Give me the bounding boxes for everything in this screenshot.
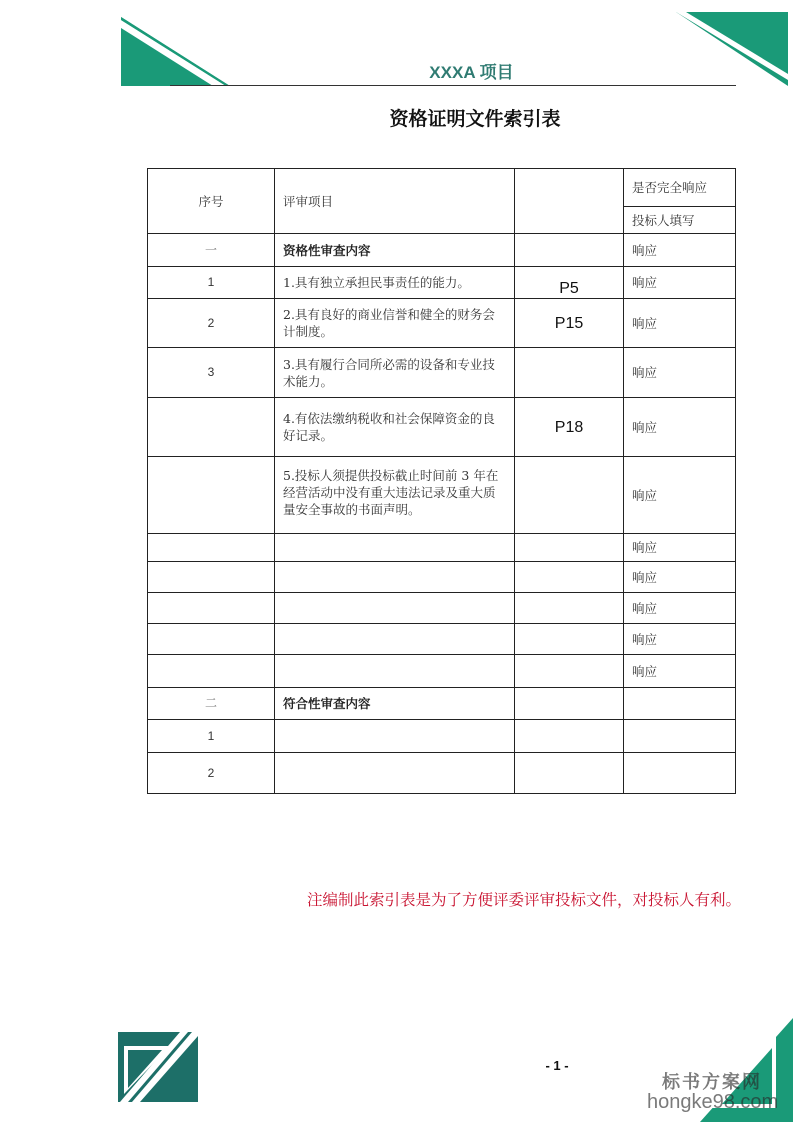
table-row [148, 234, 736, 267]
table-row [148, 348, 736, 398]
page-number: - 1 - [545, 1058, 569, 1073]
table-row [148, 457, 736, 534]
row-page [515, 655, 624, 688]
row-item: 1.具有独立承担民事责任的能力。 [275, 267, 515, 299]
table-row [148, 534, 736, 562]
row-item: 4.有依法缴纳税收和社会保障资金的良好记录。 [275, 398, 515, 457]
table-row [148, 593, 736, 624]
table-row [148, 688, 736, 720]
row-response: 响应 [624, 562, 736, 593]
project-title: XXXA 项目 [429, 63, 514, 82]
row-page [515, 688, 624, 720]
row-response: 响应 [624, 457, 736, 534]
table-row [148, 562, 736, 593]
row-seq [148, 562, 275, 593]
row-response [624, 753, 736, 794]
row-seq: 2 [148, 299, 275, 348]
row-item [275, 753, 515, 794]
header-item: 评审项目 [275, 169, 515, 234]
row-response: 响应 [624, 534, 736, 562]
row-response: 响应 [624, 267, 736, 299]
header-divider [170, 85, 736, 86]
row-item: 5.投标人须提供投标截止时间前 3 年在经营活动中没有重大违法记录及重大质量安全事故的书面声明。 [275, 457, 515, 534]
row-response: 响应 [624, 299, 736, 348]
row-seq [148, 398, 275, 457]
table-row [148, 624, 736, 655]
row-item: 3.具有履行合同所必需的设备和专业技术能力。 [275, 348, 515, 398]
row-item [275, 624, 515, 655]
row-page [515, 624, 624, 655]
row-page [515, 348, 624, 398]
row-seq: 3 [148, 348, 275, 398]
row-item [275, 562, 515, 593]
table-row [148, 398, 736, 457]
row-page [515, 234, 624, 267]
row-seq: 1 [148, 267, 275, 299]
row-page [515, 534, 624, 562]
row-seq [148, 457, 275, 534]
footer-left-decoration [118, 1032, 200, 1104]
watermark-text: 标书方案网 [662, 1072, 762, 1093]
row-seq: 二 [148, 688, 275, 720]
footnote: 注编制此索引表是为了方便评委评审投标文件，对投标人有利。 [306, 891, 741, 909]
row-item [275, 534, 515, 562]
table-row [148, 299, 736, 348]
table-row [148, 720, 736, 753]
row-response: 响应 [624, 234, 736, 267]
header-page [515, 169, 624, 234]
watermark-url: hongke98.com [647, 1091, 779, 1113]
section-title: 资格性审查内容 [275, 234, 515, 267]
table-row [148, 267, 736, 299]
table-row [148, 753, 736, 794]
row-page: P18 [515, 398, 624, 457]
row-seq [148, 593, 275, 624]
row-seq: 一 [148, 234, 275, 267]
row-item: 2.具有良好的商业信誉和健全的财务会计制度。 [275, 299, 515, 348]
row-seq [148, 655, 275, 688]
row-page: P15 [515, 299, 624, 348]
row-page: P5 [515, 267, 624, 299]
row-page [515, 720, 624, 753]
row-seq [148, 624, 275, 655]
row-seq: 2 [148, 753, 275, 794]
row-response [624, 688, 736, 720]
document-title: 资格证明文件索引表 [389, 108, 561, 130]
header-seq: 序号 [148, 169, 275, 234]
row-response: 响应 [624, 593, 736, 624]
section-title: 符合性审查内容 [275, 688, 515, 720]
row-response: 响应 [624, 348, 736, 398]
row-item [275, 593, 515, 624]
row-response: 响应 [624, 624, 736, 655]
table-row [148, 655, 736, 688]
row-page [515, 562, 624, 593]
row-response: 响应 [624, 398, 736, 457]
row-page [515, 593, 624, 624]
row-response [624, 720, 736, 753]
header-response-title: 是否完全响应 [624, 169, 736, 207]
table-header-row [148, 169, 736, 207]
row-response: 响应 [624, 655, 736, 688]
header-response-sub: 投标人填写 [624, 207, 736, 234]
row-page [515, 753, 624, 794]
qualification-index-table [147, 168, 736, 794]
row-item [275, 655, 515, 688]
row-seq [148, 534, 275, 562]
row-page [515, 457, 624, 534]
row-seq: 1 [148, 720, 275, 753]
row-item [275, 720, 515, 753]
